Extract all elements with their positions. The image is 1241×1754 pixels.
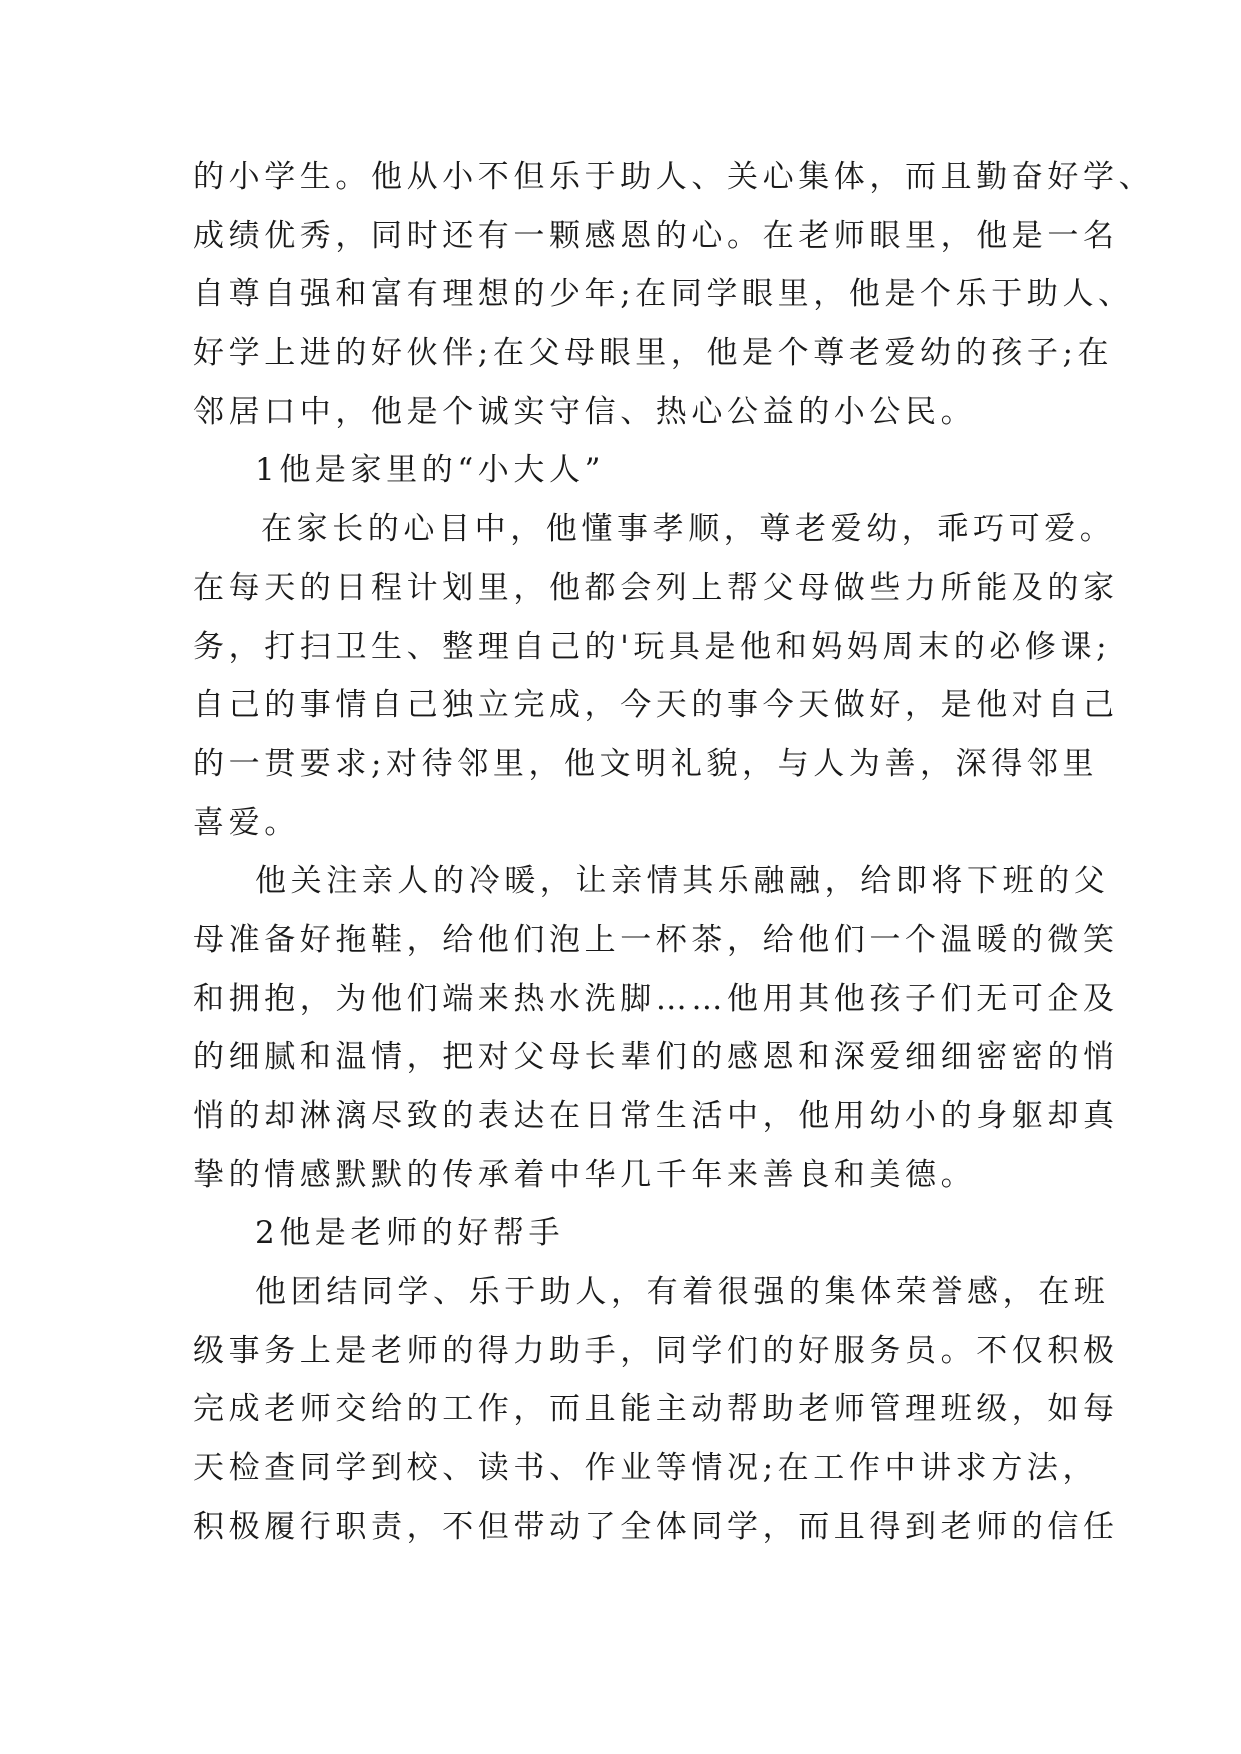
text-line: 好学上进的好伙伴;在父母眼里，他是个尊老爱幼的孩子;在 bbox=[193, 335, 1114, 372]
text-line: 和拥抱，为他们端来热水洗脚……他用其他孩子们无可企及 bbox=[193, 980, 1119, 1017]
section-heading-2: 2他是老师的好帮手 bbox=[255, 1215, 565, 1252]
text-line: 挚的情感默默的传承着中华几千年来善良和美德。 bbox=[193, 1156, 977, 1193]
text-line: 自尊自强和富有理想的少年;在同学眼里，他是个乐于助人、 bbox=[193, 276, 1134, 313]
paragraph-start-line: 在家长的心目中，他懂事孝顺，尊老爱幼，乖巧可爱。 bbox=[261, 511, 1116, 548]
text-line: 的小学生。他从小不但乐于助人、关心集体，而且勤奋好学、 bbox=[193, 159, 1155, 195]
text-line: 的一贯要求;对待邻里，他文明礼貌，与人为善，深得邻里 bbox=[193, 745, 1099, 782]
text-line: 完成老师交给的工作，而且能主动帮助老师管理班级，如每 bbox=[193, 1391, 1119, 1428]
text-line: 积极履行职责，不但带动了全体同学，而且得到老师的信任 bbox=[193, 1508, 1119, 1545]
text-line: 母准备好拖鞋，给他们泡上一杯茶，给他们一个温暖的微笑 bbox=[193, 921, 1119, 958]
text-line: 天检查同学到校、读书、作业等情况;在工作中讲求方法， bbox=[193, 1450, 1099, 1487]
body-text bbox=[193, 148, 1155, 1557]
text-line: 自己的事情自己独立完成，今天的事今天做好，是他对自己 bbox=[193, 687, 1119, 724]
text-line: 喜爱。 bbox=[193, 804, 300, 841]
text-line: 成绩优秀，同时还有一颗感恩的心。在老师眼里，他是一名 bbox=[193, 217, 1119, 254]
text-line: 在每天的日程计划里，他都会列上帮父母做些力所能及的家 bbox=[193, 569, 1119, 606]
text-line: 级事务上是老师的得力助手，同学们的好服务员。不仅积极 bbox=[193, 1332, 1119, 1369]
text-line: 邻居口中，他是个诚实守信、热心公益的小公民。 bbox=[193, 393, 977, 430]
paragraph-start-line: 他团结同学、乐于助人，有着很强的集体荣誉感，在班 bbox=[255, 1274, 1110, 1311]
text-line: 务，打扫卫生、整理自己的'玩具是他和妈妈周末的必修课; bbox=[193, 628, 1112, 665]
text-line: 的细腻和温情，把对父母长辈们的感恩和深爱细细密密的悄 bbox=[193, 1039, 1119, 1076]
section-heading-1: 1他是家里的“小大人” bbox=[255, 452, 606, 489]
paragraph-start-line: 他关注亲人的冷暖，让亲情其乐融融，给即将下班的父 bbox=[255, 863, 1110, 900]
text-line: 悄的却淋漓尽致的表达在日常生活中，他用幼小的身躯却真 bbox=[193, 1098, 1119, 1134]
